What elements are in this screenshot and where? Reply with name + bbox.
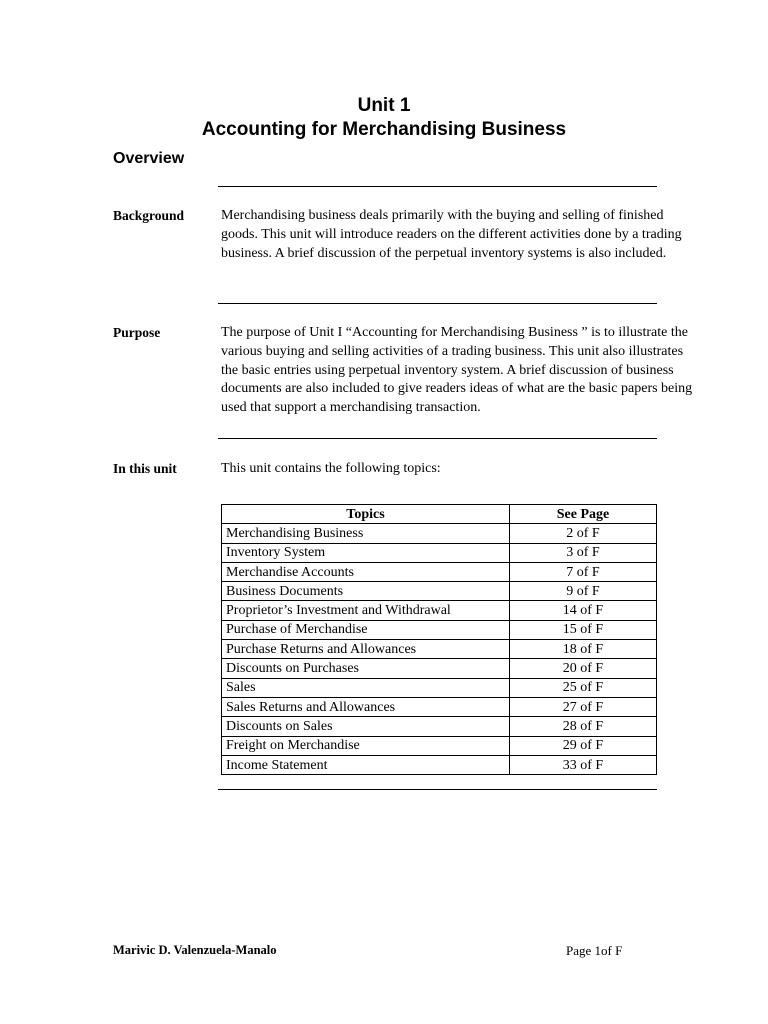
table-row <box>222 717 657 736</box>
divider <box>218 438 657 439</box>
page-cell: 3 of F <box>510 543 657 562</box>
in-this-unit-label: In this unit <box>113 461 177 476</box>
page-cell: 7 of F <box>510 562 657 581</box>
table-row <box>222 659 657 678</box>
topic-cell: Purchase of Merchandise <box>222 620 510 639</box>
table-row <box>222 601 657 620</box>
table-row <box>222 736 657 755</box>
table-row <box>222 678 657 697</box>
page-cell: 25 of F <box>510 678 657 697</box>
topic-cell: Sales <box>222 678 510 697</box>
topics-table <box>221 504 657 775</box>
topic-cell: Merchandising Business <box>222 524 510 543</box>
table-header-row <box>222 505 657 524</box>
page-number: Page 1of F <box>566 943 623 958</box>
divider <box>218 186 657 187</box>
table-row <box>222 697 657 716</box>
topic-cell: Merchandise Accounts <box>222 562 510 581</box>
table-row <box>222 562 657 581</box>
background-label: Background <box>113 208 185 223</box>
unit-number: Unit 1 <box>357 95 411 116</box>
topic-cell: Proprietor’s Investment and Withdrawal <box>222 601 510 620</box>
page-cell: 14 of F <box>510 601 657 620</box>
divider <box>218 303 657 304</box>
table-body <box>222 524 657 775</box>
topic-cell: Inventory System <box>222 543 510 562</box>
divider <box>218 789 657 790</box>
table-row <box>222 620 657 639</box>
topic-cell: Purchase Returns and Allowances <box>222 640 510 659</box>
page-title: Accounting for Merchandising Business <box>201 119 567 140</box>
page-cell: 33 of F <box>510 755 657 774</box>
page-cell: 15 of F <box>510 620 657 639</box>
author-name: Marivic D. Valenzuela-Manalo <box>113 943 277 957</box>
page-cell: 28 of F <box>510 717 657 736</box>
page-cell: 29 of F <box>510 736 657 755</box>
table-row <box>222 640 657 659</box>
table-row <box>222 524 657 543</box>
table-row <box>222 582 657 601</box>
topics-column-header: Topics <box>222 505 510 524</box>
topic-cell: Business Documents <box>222 582 510 601</box>
topic-cell: Discounts on Sales <box>222 717 510 736</box>
table-row <box>222 755 657 774</box>
purpose-label: Purpose <box>113 325 161 340</box>
page-cell: 18 of F <box>510 640 657 659</box>
in-this-unit-text: This unit contains the following topics: <box>221 461 441 476</box>
overview-heading: Overview <box>113 150 185 167</box>
topic-cell: Income Statement <box>222 755 510 774</box>
background-text: Merchandising business deals primarily with the buying and selling of finished goods. This unit will introduce readers on the different activities done by a trading business. A brief discussion of the perpetual inventory systems is also included. <box>221 208 682 261</box>
page-cell: 20 of F <box>510 659 657 678</box>
page-cell: 2 of F <box>510 524 657 543</box>
table-row <box>222 543 657 562</box>
topic-cell: Discounts on Purchases <box>222 659 510 678</box>
purpose-text: The purpose of Unit I “Accounting for Merchandising Business ” is to illustrate the various buying and selling activities of a trading business. This unit also illustrates the basic entries using perpetual inventory system. A brief discussion of business documents are also included to give readers ideas of what are the basic papers being used that support a merchandising transaction. <box>221 325 693 416</box>
page-cell: 9 of F <box>510 582 657 601</box>
topic-cell: Freight on Merchandise <box>222 736 510 755</box>
page-cell: 27 of F <box>510 697 657 716</box>
topic-cell: Sales Returns and Allowances <box>222 697 510 716</box>
see-page-column-header: See Page <box>510 505 657 524</box>
